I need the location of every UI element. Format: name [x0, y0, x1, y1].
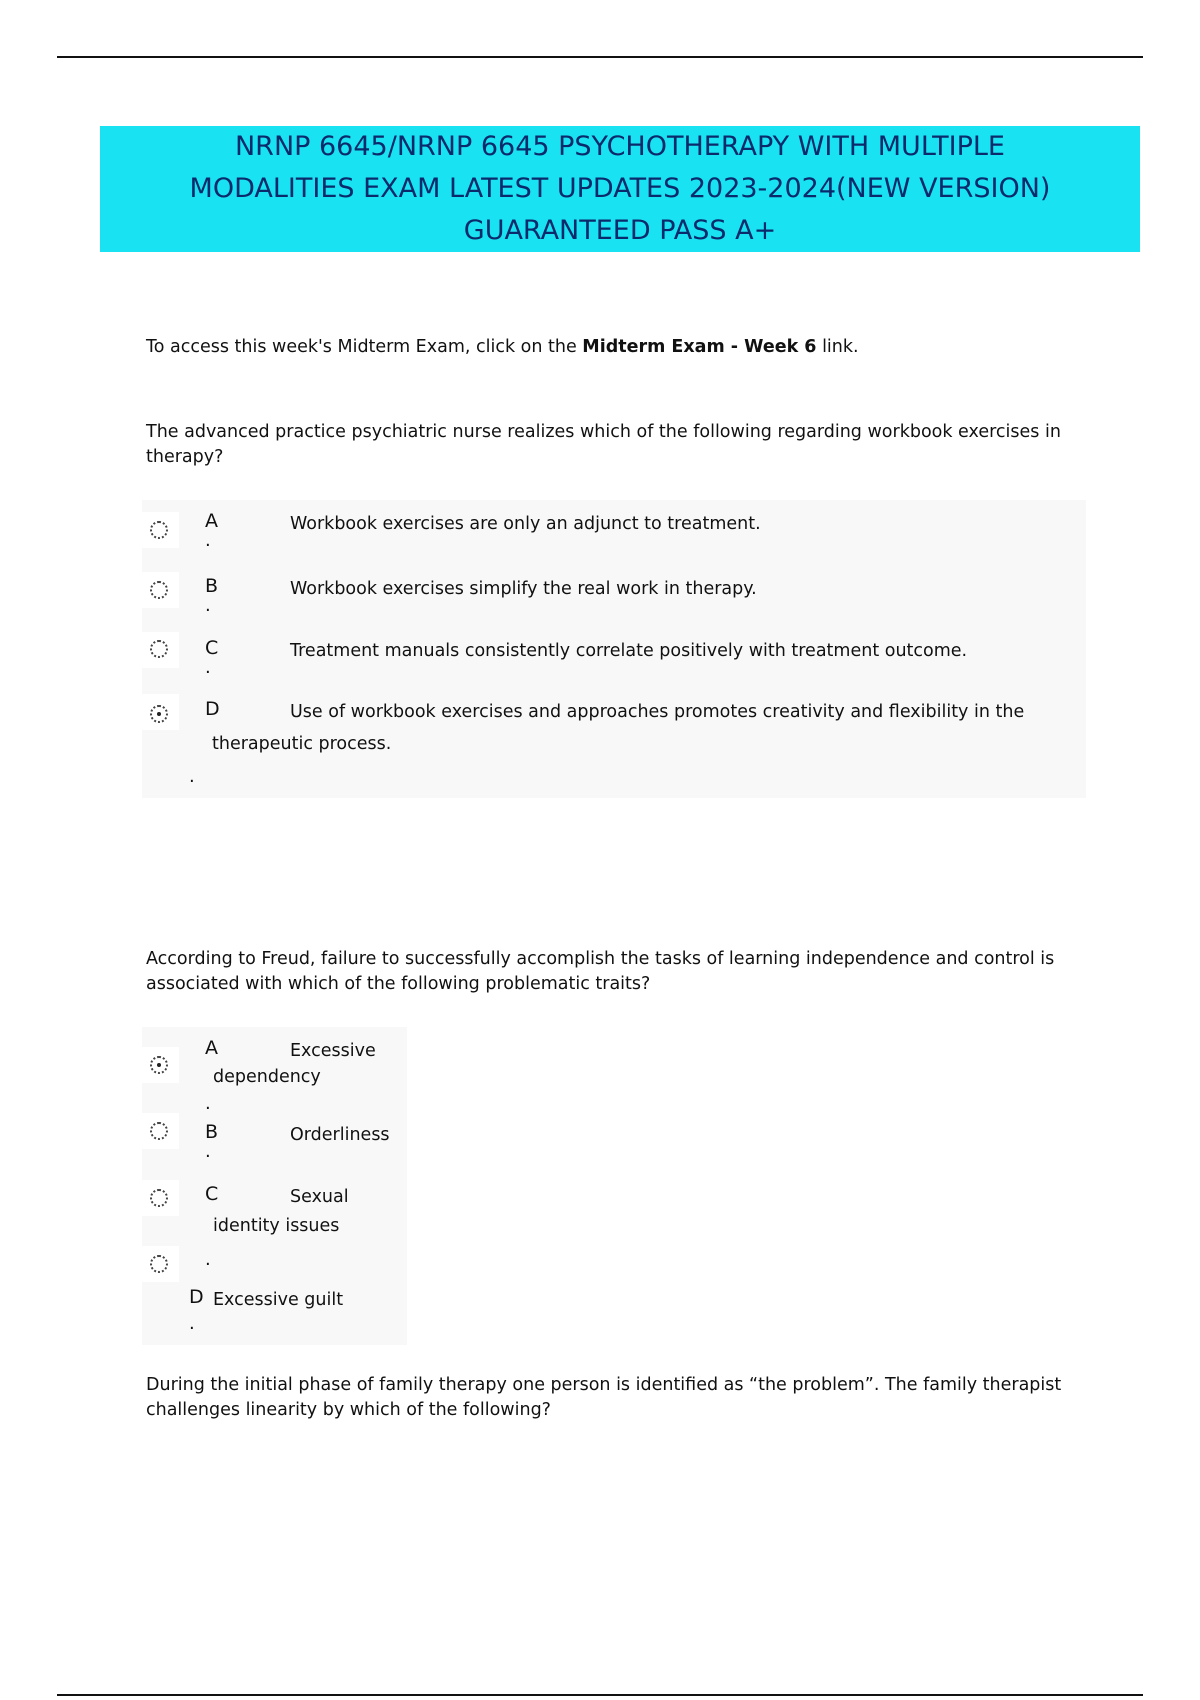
q2-option-d-radio[interactable] — [150, 1255, 168, 1273]
bottom-rule — [57, 1694, 1143, 1696]
intro-text: To access this week's Midterm Exam, click on the Midterm Exam - Week 6 link. — [146, 337, 859, 357]
q1-option-a-text: Workbook exercises are only an adjunct to treatment. — [290, 514, 761, 534]
q2-option-a-text: Excessive — [290, 1041, 376, 1061]
q1-option-d-text-cont: therapeutic process. — [212, 734, 392, 754]
q2-option-c-radio[interactable] — [150, 1189, 168, 1207]
title-line-2: MODALITIES EXAM LATEST UPDATES 2023-2024(NEW VERSION) — [189, 173, 1051, 204]
q2-option-a-radio-selected[interactable] — [150, 1056, 168, 1074]
q2-option-c-text: Sexual — [290, 1187, 349, 1207]
question-1-text: The advanced practice psychiatric nurse realizes which of the following regarding workbook exercises in therapy? — [146, 422, 1061, 467]
title-line-3: GUARANTEED PASS A+ — [463, 215, 777, 246]
q1-option-b-radio[interactable] — [150, 581, 168, 599]
q2-option-d-text: Excessive guilt — [213, 1290, 344, 1310]
question-1-options: A . Workbook exercises are only an adjunct to treatment. B . Workbook exercises simplify the real work in therapy. C . Treatment manuals consistently correlate positively with treatment outcome. D Use of workbook exercises and approaches promotes creativity and flexibility in the therapeutic process. . — [142, 500, 1086, 798]
q1-option-b-text: Workbook exercises simplify the real work in therapy. — [290, 579, 757, 599]
q1-option-a-radio[interactable] — [150, 521, 168, 539]
q1-option-d-text: Use of workbook exercises and approaches promotes creativity and flexibility in the — [290, 702, 1025, 722]
midterm-exam-link[interactable]: Midterm Exam - Week 6 — [582, 337, 817, 357]
q2-option-a-text-cont: dependency — [213, 1067, 321, 1087]
question-3-text: During the initial phase of family therapy one person is identified as “the problem”. The family therapist challenges linearity by which of the following? — [146, 1375, 1062, 1420]
title-line-1: NRNP 6645/NRNP 6645 PSYCHOTHERAPY WITH MULTIPLE — [234, 131, 1005, 162]
q2-option-b-radio[interactable] — [150, 1122, 168, 1140]
q1-option-c-radio[interactable] — [150, 640, 168, 658]
document-title — [100, 126, 1140, 252]
question-2-text: According to Freud, failure to successfully accomplish the tasks of learning independence and control is associated with which of the following problematic traits? — [146, 949, 1055, 994]
q2-option-b-text: Orderliness — [290, 1125, 390, 1145]
q1-option-d-radio-selected[interactable] — [150, 705, 168, 723]
top-rule — [57, 56, 1143, 58]
q1-option-c-text: Treatment manuals consistently correlate positively with treatment outcome. — [290, 641, 968, 661]
q2-option-c-text-cont: identity issues — [213, 1216, 340, 1236]
question-2-options: A Excessive dependency . B . Orderliness C Sexual identity issues . D Excessive guilt . — [142, 1027, 407, 1345]
